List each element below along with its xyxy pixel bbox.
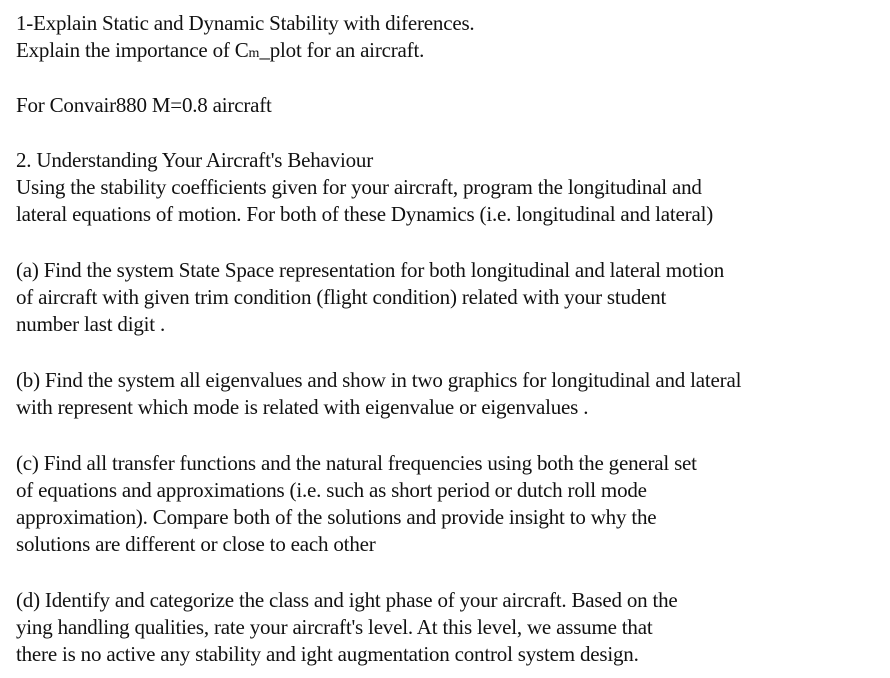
part-d-line: ying handling qualities, rate your aircraft's level. At this level, we assume that [16,615,653,639]
cm-line-prefix: Explain the importance of C [16,38,249,62]
question-2-intro-line: Using the stability coefficients given for your aircraft, program the longitudinal and [16,175,702,199]
part-b-line: (b) Find the system all eigenvalues and show in two graphics for longitudinal and lateral [16,368,742,392]
question-1-cm-plot-line [16,37,424,67]
cm-subscript: m [248,46,260,61]
question-2-title: 2. Understanding Your Aircraft's Behaviour [16,148,373,172]
part-c-line: solutions are different or close to each other [16,532,376,556]
part-a-line: number last digit . [16,312,166,336]
part-c-line: (c) Find all transfer functions and the natural frequencies using both the general set [16,451,697,475]
part-d-line: (d) Identify and categorize the class and ight phase of your aircraft. Based on the [16,588,678,612]
part-c-line: of equations and approximations (i.e. such as short period or dutch roll mode [16,478,647,502]
aircraft-specification: For Convair880 M=0.8 aircraft [16,93,272,117]
question-2-intro-line: lateral equations of motion. For both of these Dynamics (i.e. longitudinal and lateral) [16,202,714,226]
part-d-line: there is no active any stability and ight augmentation control system design. [16,642,639,666]
part-a-line: of aircraft with given trim condition (flight condition) related with your student [16,285,667,309]
question-1-heading: 1-Explain Static and Dynamic Stability with diferences. [16,11,475,35]
part-c-line: approximation). Compare both of the solutions and provide insight to why the [16,505,657,529]
part-b-line: with represent which mode is related with eigenvalue or eigenvalues . [16,395,589,419]
cm-line-suffix: _plot for an aircraft. [259,38,425,62]
part-a-line: (a) Find the system State Space representation for both longitudinal and lateral motion [16,258,725,282]
